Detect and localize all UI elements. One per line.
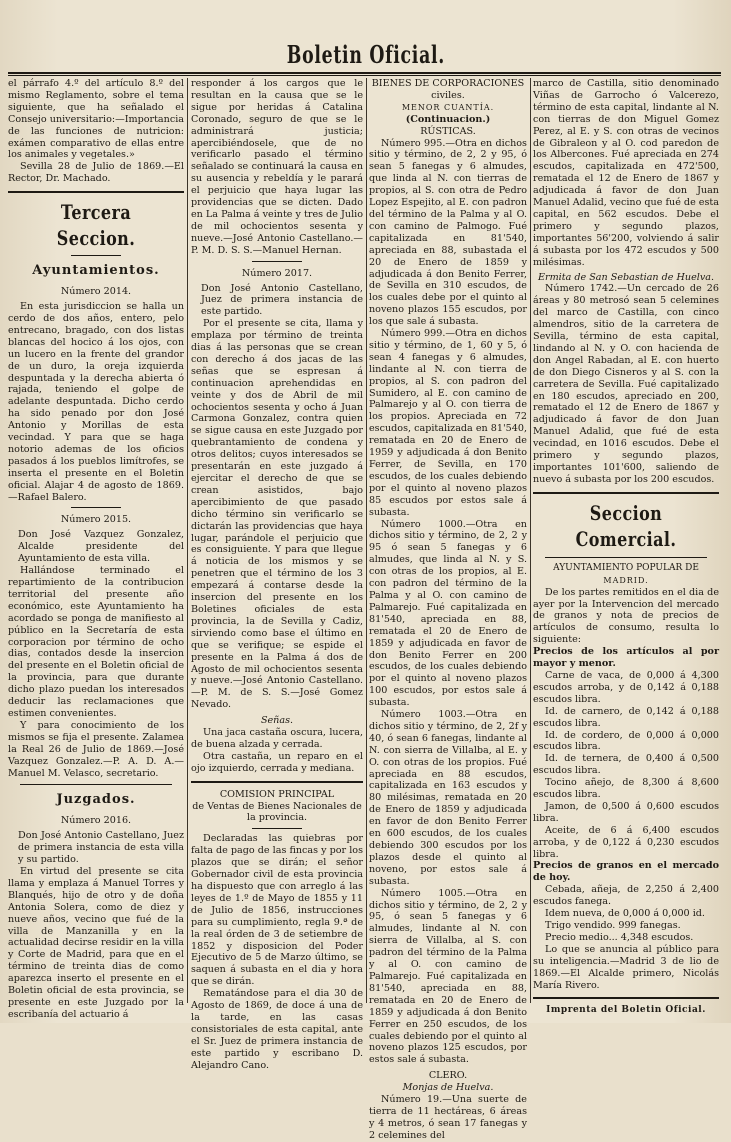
divider [20, 784, 172, 785]
subheading: de Ventas de Bienes Nacionales de la provincia. [192, 800, 362, 824]
list-item: Precio medio... 4,348 escudos. [545, 931, 694, 943]
subheading: MENOR CUANTÍA. [401, 102, 495, 112]
column-divider [530, 78, 531, 1003]
notice-number: Número 2014. [60, 286, 132, 298]
list-item: Tocino añejo, de 8,300 á 8,600 escudos libra. [533, 777, 719, 801]
divider [545, 557, 707, 558]
paragraph: Una jaca castaña oscura, lucera, de buena alzada y cerrada. [191, 727, 363, 750]
list-item: Jamon, de 0,500 á 0,600 escudos libra. [533, 800, 719, 824]
paragraph: Don José Vazquez Gonzalez, Alcalde presidente del Ayuntamiento de esta villa. [18, 529, 184, 565]
section-title: Tercera Seccion. [56, 200, 136, 251]
paragraph: Hallándose terminado el repartimiento de la contribucion territorial del presente año económico, este Ayuntamiento ha acordado se ponga de manifiesto al público en la Secretaría de esta corporacion por término de ocho dias, contados desde la insercion del presente en el Boletin oficial de la provincia, para que durante dicho plazo puedan los interesados deducir las reclamaciones que estimen convenientes. [8, 565, 184, 719]
subheading: Ermita de San Sebastian de Huelva. [537, 271, 715, 283]
paragraph: Número 1005.—Otra en dichos sitio y término, de 2, 2 y 95, ó sean 5 fanegas y 6 almudes, lindante al N. con sierra de Villalba, al S. con padron del término de la Palma y al O. con camino de Palmarejo. Fué capitalizada en 81'540, apreciada en 88, rematada en 20 de Enero de 1859 y adjudicada á don Benito Ferrer en 250 escudos, de los cuales debiendo por el quinto al noveno plazos 125 escudos, por estos sale á subasta. [369, 887, 527, 1066]
section-title: Seccion Comercial. [575, 500, 677, 551]
subheading: RÚSTICAS. [420, 125, 476, 137]
divider [252, 828, 302, 829]
subheading: Precios de granos en el mercado de hoy. [533, 860, 719, 884]
list-item: Aceite, de 6 á 6,400 escudos arroba, y de 0,122 á 0,230 escudos libra. [533, 824, 719, 860]
masthead [0, 40, 731, 70]
subheading: MADRID. [603, 575, 649, 585]
subheading: (Continuacion.) [405, 113, 491, 125]
signature: Sevilla 28 de Julio de 1869.—El Rector, Dr. Machado. [8, 161, 184, 185]
paragraph: Número 1742.—Un cercado de 26 áreas y 80 metrosó sean 5 celemines del marco de Castilla, con cinco almendros, sitio de la carretera de Sevilla, término de esta capital, lindando al N. y O. con hacienda de don Angel Rabadan, al E. con huerto de don Diego Cisneros y al S. con la carretera de Sevilla. Fué capitalizado en 180 escudos, apreciado en 200, rematado el 12 de Enero de 1867 y adjudicado á favor de don Juan Manuel Adalid, que fué de esta vecindad, en 1016 escudos. Debe el primero y segundo plazos, importantes 101'600, saliendo de nuevo á subasta por los 200 escudos. [533, 283, 719, 485]
notice-number: Número 2017. [241, 267, 313, 279]
paragraph: Rematándose para el dia 30 de Agosto de 1869, de doce á una de la tarde, en las casas consistoriales de esta capital, ante el Sr. Juez de primera instancia de este partido y escribano D. Alejandro Cano. [191, 988, 363, 1071]
divider [71, 507, 121, 508]
paragraph: En virtud del presente se cita llama y emplaza á Manuel Torres y Blanqués, hijo de otro y de doña Antonia Solera, como de diez y nueve años, vecino que fué de la villa de Manzanilla y en la actualidad decirse residir en la villa y Corte de Madrid, para que en el término de treinta dias de como aparezca inserto el presente en el Boletin oficial de esta provincia, se presente en este Juzgado por la escribanía del actuario á [8, 866, 184, 1020]
subheading: COMISION PRINCIPAL [219, 788, 335, 800]
notice-number: Número 2015. [60, 514, 132, 526]
paragraph: De los partes remitidos en el dia de ayer por la Intervencion del mercado de granos y nota de precios de artículos de consumo, resulta lo siguiente: [533, 586, 719, 646]
subheading: BIENES DE CORPORACIONES civiles. [371, 78, 525, 101]
paragraph: En esta jurisdiccion se halla un cerdo de dos años, entero, pelo entrecano, bragado, con dos listas blancas del hocico á los ojos, con un lucero en la frente del grandor de un duro, la oreja izquierda despuntada y la derecha abierta ó rajada, teniendo el golpe de adelante despuntada. Dicho cerdo ha sido penado por don José Antonio y Morillas de esta vecindad. Y para que se haga notorio ademas de los oficios pasados á los pueblos limítrofes, se inserta el presente en el Boletin oficial. Alajar 4 de agosto de 1869.—Rafael Balero. [8, 301, 184, 503]
paragraph: Otra castaña, un reparo en el ojo izquierdo, cerrada y mediana. [191, 750, 363, 774]
paragraph: Lo que se anuncia al público para su inteligencia.—Madrid 3 de lio de 1869.—El Alcalde primero, Nicolás María Rivero. [533, 943, 719, 991]
paragraph: el párrafo 4.º del artículo 8.º del mismo Reglamento, sobre el tema siguiente, que ha señalado el Consejo universitario:—Importancia de las funciones de nutricion: exámen comparativo de ellas entre los animales y vegetales.» [8, 78, 184, 161]
divider [252, 261, 302, 262]
paragraph: Número 19.—Una suerte de tierra de 11 hectáreas, 6 áreas y 4 metros, ó sean 17 fanegas y 2 celemines del [369, 1094, 527, 1141]
list-item: Trigo vendido. 999 fanegas. [545, 920, 681, 931]
subheading: Señas. [260, 715, 294, 727]
divider [533, 997, 719, 999]
column-divider [187, 78, 188, 1003]
column-1 [8, 78, 184, 1020]
list-item: Id. de carnero, de 0,142 á 0,188 escudos libra. [533, 705, 719, 729]
column-3 [369, 78, 527, 1141]
paragraph: Don José Antonio Castellano, Juez de primera instancia de esta villa y su partido. [18, 830, 184, 866]
paragraph: Por el presente se cita, llama y emplaza por término de treinta dias á las personas que se crean con derecho á dos jacas de las señas que se espresan á continuacion aprehendidas en veinte y dos de Abril de mil ochocientos sesenta y ocho á Juan Carmona Gonzalez, contra quien se sigue causa en este Juzgado por quebrantamiento de condena y otros delitos; cuyos interesados se presentarán en este juzgado á ejercitar el derecho de que se crean asistidos, bajo apercibimiento de que pasado dicho término sin verificarlo se dictarán las providencias que haya lugar, parándole el perjuicio que es consiguiente. Y para que llegue á noticia de los mismos y se penetren que el término de los 3 empezará á contarse desde la insercion del presente en los Boletines oficiales de esta provincia, la de Sevilla y Cadiz, sirviendo como base el último en que se verifique; se espide el presente en la Palma á dos de Agosto de mil ochocientos sesenta y nueve.—José Antonio Castellano.—P. M. de S. S.—José Gomez Nevado. [191, 318, 363, 711]
subheading: AYUNTAMIENTO POPULAR DE [553, 562, 699, 573]
list-item: Idem nueva, de 0,000 á 0,000 id. [545, 908, 705, 920]
subsection-title: Juzgados. [56, 792, 136, 808]
subheading: Monjas de Huelva. [402, 1082, 494, 1094]
divider [533, 492, 719, 494]
paragraph: marco de Castilla, sitio denominado Viñas de Garrocho ó Valcerezo, término de esta capital, lindante al N. con tierras de don Miguel Gomez Perez, al E. y S. con otras de vecinos de Gibraleon y al O. cod paredon de los Albercones. Fué apreciada en 274 escudos, capitalizada en 472'500, rematada el 12 de Enero de 1867 y adjudicada á favor de don Juan Manuel Adalid, vecino que fué de esta capital, en 562 escudos. Debe el primero y segundo plazos, importantes 56'200, volviendo á salir á subasta por los 472 escudos y 500 milésimas. [533, 78, 719, 268]
divider [71, 255, 121, 256]
list-item: Id. de cordero, de 0,000 á 0,000 escudos libra. [533, 729, 719, 753]
list-item: Id. de ternera, de 0,400 á 0,500 escudos libra. [533, 753, 719, 777]
imprint: Imprenta del Boletin Oficial. [546, 1005, 706, 1016]
list-item: Carne de vaca, de 0,000 á 4,300 escudos arroba, y de 0,142 á 0,188 escudos libra. [533, 669, 719, 705]
masthead-rule-thin [8, 75, 721, 76]
paragraph: Declaradas las quiebras por falta de pago de las fincas y por los plazos que se dirán; el señor Gobernador civil de esta provincia ha dispuesto que con arreglo á las leyes de 1.º de Mayo de 1855 y 11 de Julio de 1856, instrucciones para su cumplimiento, regla 9.ª de la real órden de 3 de setiembre de 1852 y disposicion del Poder Ejecutivo de 5 de Marzo último, se saquen á subasta en el dia y hora que se dirán. [191, 833, 363, 988]
grain-list [533, 884, 719, 944]
subheading: CLERO. [428, 1070, 468, 1082]
masthead-title: Boletin Oficial. [286, 40, 445, 69]
paragraph: Número 1003.—Otra en dichos sitio y término, de 2, 2f y 40, ó sean 6 fanegas, lindante al N. con sierra de Villalba, al E. y O. con otras de los propios. Fué apreciada en 88 escudos, capitalizada en 163 escudos y 80 milésimas, rematada en 20 de Enero de 1859 y adjudicada en favor de don Benito Ferrer en 600 escudos, de los cuales debiendo 300 escudos por los plazos desde el quinto al noveno, por estos sale á subasta. [369, 709, 527, 887]
paragraph: Y para conocimiento de los mismos se fija el presente. Zalamea la Real 26 de Julio de 1869.—José Vazquez Gonzalez.—P. A. D. A.—Manuel M. Velasco, secretario. [8, 719, 184, 779]
paragraph: Número 1000.—Otra en dichos sitio y término, de 2, 2 y 95 ó sean 5 fanegas y 6 almudes, que linda al N. y S. con otras de los propios, al E. con padron del término de la Palma y al O. con camino de Palmarejo. Fué capitalizada en 81'540, apreciada en 88, rematada el 20 de Enero de 1859 y adjudicada en favor de don Benito Ferrer en 200 escudos, de los cuales debiendo por el quinto al noveno plazos 100 escudos, por estos sale á subasta. [369, 518, 527, 709]
divider [191, 781, 363, 783]
price-list [533, 670, 719, 861]
paragraph: responder á los cargos que le resultan en la causa que se le sigue por heridas á Catalina Coronado, seguro de que se le administrará justicia; apercibiéndosele, que de no verificarlo pasado el término señalado se continuará la causa en su ausencia y rebeldía y le parará el perjuicio que haya lugar las providencias que se dicten. Dado en La Palma á veinte y tres de Julio de mil ochocientos sesenta y nueve.—José Antonio Castellano.—P. M. D. S. S.—Manuel Hernan. [191, 78, 363, 256]
column-4 [533, 78, 719, 1016]
notice-number: Número 2016. [60, 815, 132, 827]
list-item: Cebada, añeja, de 2,250 á 2,400 escudos fanega. [533, 884, 719, 908]
column-divider [366, 78, 367, 1003]
paragraph: Don José Antonio Castellano, Juez de primera instancia de este partido. [201, 282, 363, 318]
subheading: Precios de los artículos al por mayor y menor. [533, 646, 719, 670]
subsection-title: Ayuntamientos. [32, 263, 160, 279]
column-2 [191, 78, 363, 1071]
paragraph: Número 995.—Otra en dichos sitio y término, de 2, 2 y 95, ó sean 5 fanegas y 6 almudes, que linda al N. con tierras de propios, al S. con otra de Pedro Lopez Espejito, al E. con padron del término de la Palma y al O. con camino de Palmogo. Fué capitalizada en 81'540, apreciada en 88, subastada el 20 de Enero de 1859 y adjudicada á don Benito Ferrer, de Sevilla en 310 escudos, de los cuales debe por el quinto al noveno plazos 155 escudos, por los que sale á subasta. [369, 137, 527, 328]
divider [8, 191, 184, 193]
masthead-rule [8, 72, 721, 74]
paragraph: Número 999.—Otra en dichos sitio y término, de 1, 60 y 5, ó sean 4 fanegas y 6 almudes, lindante al N. con tierra de propios, al S. con padron del Sumidero, al E. con camino de Palmarejo y al O. con tierra de los propios. Apreciada en 72 escudos, capitalizada en 81'540, rematada en 20 de Enero de 1959 y adjudicada á don Benito Ferrer, de Sevilla, en 170 escudos, de los cuales debiendo por el quinto al noveno plazos 85 escudos por estos sale á subasta. [369, 328, 527, 518]
